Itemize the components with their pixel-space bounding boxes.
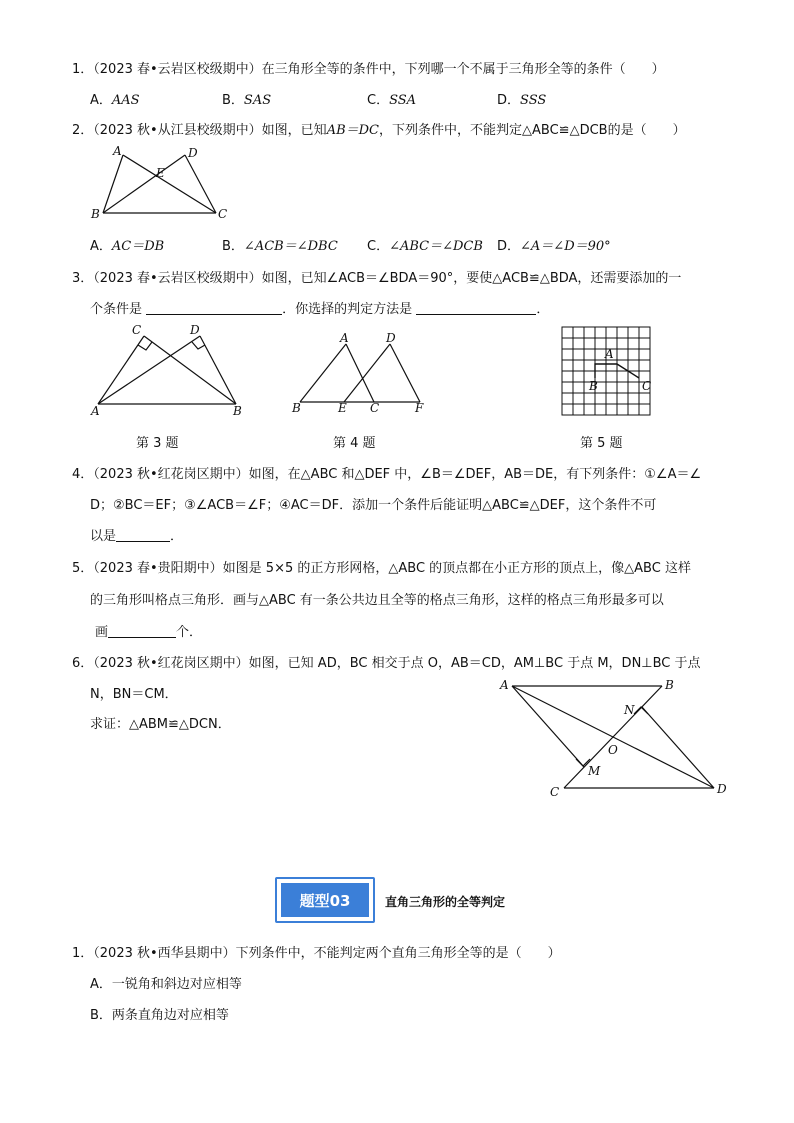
q6-stem-line2: N，BN＝CM． <box>90 687 178 702</box>
figure-3-caption: 第 3 题 <box>136 436 179 451</box>
q6-fig-label-o: O <box>608 743 618 757</box>
fig4-label-b: B <box>292 401 301 415</box>
q6-fig-label-b: B <box>665 678 674 692</box>
figure-4-caption: 第 4 题 <box>333 436 376 451</box>
fig3-label-b: B <box>233 404 242 418</box>
q2-option-c[interactable]: C．∠ABC＝∠DCB <box>367 239 483 254</box>
section-badge: 题型03 <box>279 881 371 919</box>
q6-fig-label-c: C <box>550 785 560 799</box>
q4-stem: 4．（2023 秋•红花岗区期中）如图，在△ABC 和△DEF 中，∠B＝∠DEF，AB＝DE，有下列条件：①∠A＝∠ <box>72 467 702 482</box>
fig4-label-a: A <box>340 331 349 345</box>
q2-option-b[interactable]: B．∠ACB＝∠DBC <box>222 239 338 254</box>
q5-stem: 5．（2023 春•贵阳期中）如图是 5×5 的正方形网格，△ABC 的顶点都在小正方形的顶点上，像△ABC 这样 <box>72 561 691 576</box>
q2-stem: 2．（2023 秋•从江县校级期中）如图，已知AB＝DC，下列条件中，不能判定△ABC≌△DCB的是（ ） <box>72 123 686 138</box>
fig5-label-a: A <box>605 347 614 361</box>
q6-fig-label-m: M <box>588 764 601 778</box>
fig4-label-e: E <box>338 401 347 415</box>
fig3-label-c: C <box>132 323 142 337</box>
figure-3 <box>88 322 258 422</box>
fig4-label-f: F <box>415 401 424 415</box>
q1-option-c[interactable]: C．SSA <box>367 93 417 108</box>
fig5-label-c: C <box>642 379 652 393</box>
q2-option-d[interactable]: D．∠A＝∠D＝90° <box>497 239 611 254</box>
q1-option-b[interactable]: B．SAS <box>222 93 272 108</box>
q3-answer-blank-2[interactable] <box>416 301 536 315</box>
s1-option-a[interactable]: A．一锐角和斜边对应相等 <box>90 977 242 992</box>
fig4-label-c: C <box>370 401 380 415</box>
figure-5-caption: 第 5 题 <box>580 436 623 451</box>
q1-option-a[interactable]: A．AAS <box>90 93 140 108</box>
fig5-label-b: B <box>589 379 598 393</box>
section-title: 直角三角形的全等判定 <box>385 895 506 909</box>
q2-fig-label-a: A <box>113 144 122 158</box>
q3-stem: 3．（2023 春•云岩区校级期中）如图，已知∠ACB＝∠BDA＝90°，要使△ACB≌△BDA，还需要添加的一 <box>72 271 682 286</box>
fig3-label-a: A <box>91 404 100 418</box>
fig3-label-d: D <box>190 323 200 337</box>
q6-stem: 6．（2023 秋•红花岗区期中）如图，已知 AD，BC 相交于点 O，AB＝CD，AM⊥BC 于点 M，DN⊥BC 于点 <box>72 656 701 671</box>
s1-stem: 1．（2023 秋•西华县期中）下列条件中，不能判定两个直角三角形全等的是（ ） <box>72 946 561 961</box>
q2-fig-label-d: D <box>188 146 198 160</box>
q6-figure <box>496 676 736 801</box>
q6-fig-label-a: A <box>500 678 509 692</box>
q5-stem-line2: 的三角形叫格点三角形．画与△ABC 有一条公共边且全等的格点三角形，这样的格点三角形最多可以 <box>90 593 664 608</box>
figure-5 <box>561 326 657 422</box>
q2-figure <box>88 143 238 223</box>
s1-option-b[interactable]: B．两条直角边对应相等 <box>90 1008 229 1023</box>
fig4-label-d: D <box>386 331 396 345</box>
q5-answer-blank[interactable] <box>108 624 176 638</box>
q4-answer-blank[interactable] <box>116 528 170 542</box>
q4-stem-line2: D；②BC＝EF；③∠ACB＝∠F；④AC＝DF．添加一个条件后能证明△ABC≌△DEF，这个条件不可 <box>90 498 657 513</box>
q6-proof-statement: 求证：△ABM≌△DCN． <box>90 717 231 732</box>
q6-fig-label-n: N <box>624 703 635 717</box>
q1-stem: 1．（2023 春•云岩区校级期中）在三角形全等的条件中，下列哪一个不属于三角形全等的条件（ ） <box>72 62 665 77</box>
q5-stem-line3: 画 个． <box>95 625 203 640</box>
q2-fig-label-e: E <box>156 166 165 180</box>
q2-fig-label-b: B <box>91 207 100 221</box>
q2-fig-label-c: C <box>218 207 228 221</box>
figure-4 <box>288 330 438 430</box>
q3-stem-line2: 个条件是 ．你选择的判定方法是 ． <box>90 302 550 317</box>
q2-option-a[interactable]: A．AC＝DB <box>90 239 165 254</box>
q4-stem-line3: 以是 ． <box>90 529 184 544</box>
q6-fig-label-d: D <box>717 782 727 796</box>
q3-answer-blank-1[interactable] <box>146 301 282 315</box>
q1-option-d[interactable]: D．SSS <box>497 93 547 108</box>
